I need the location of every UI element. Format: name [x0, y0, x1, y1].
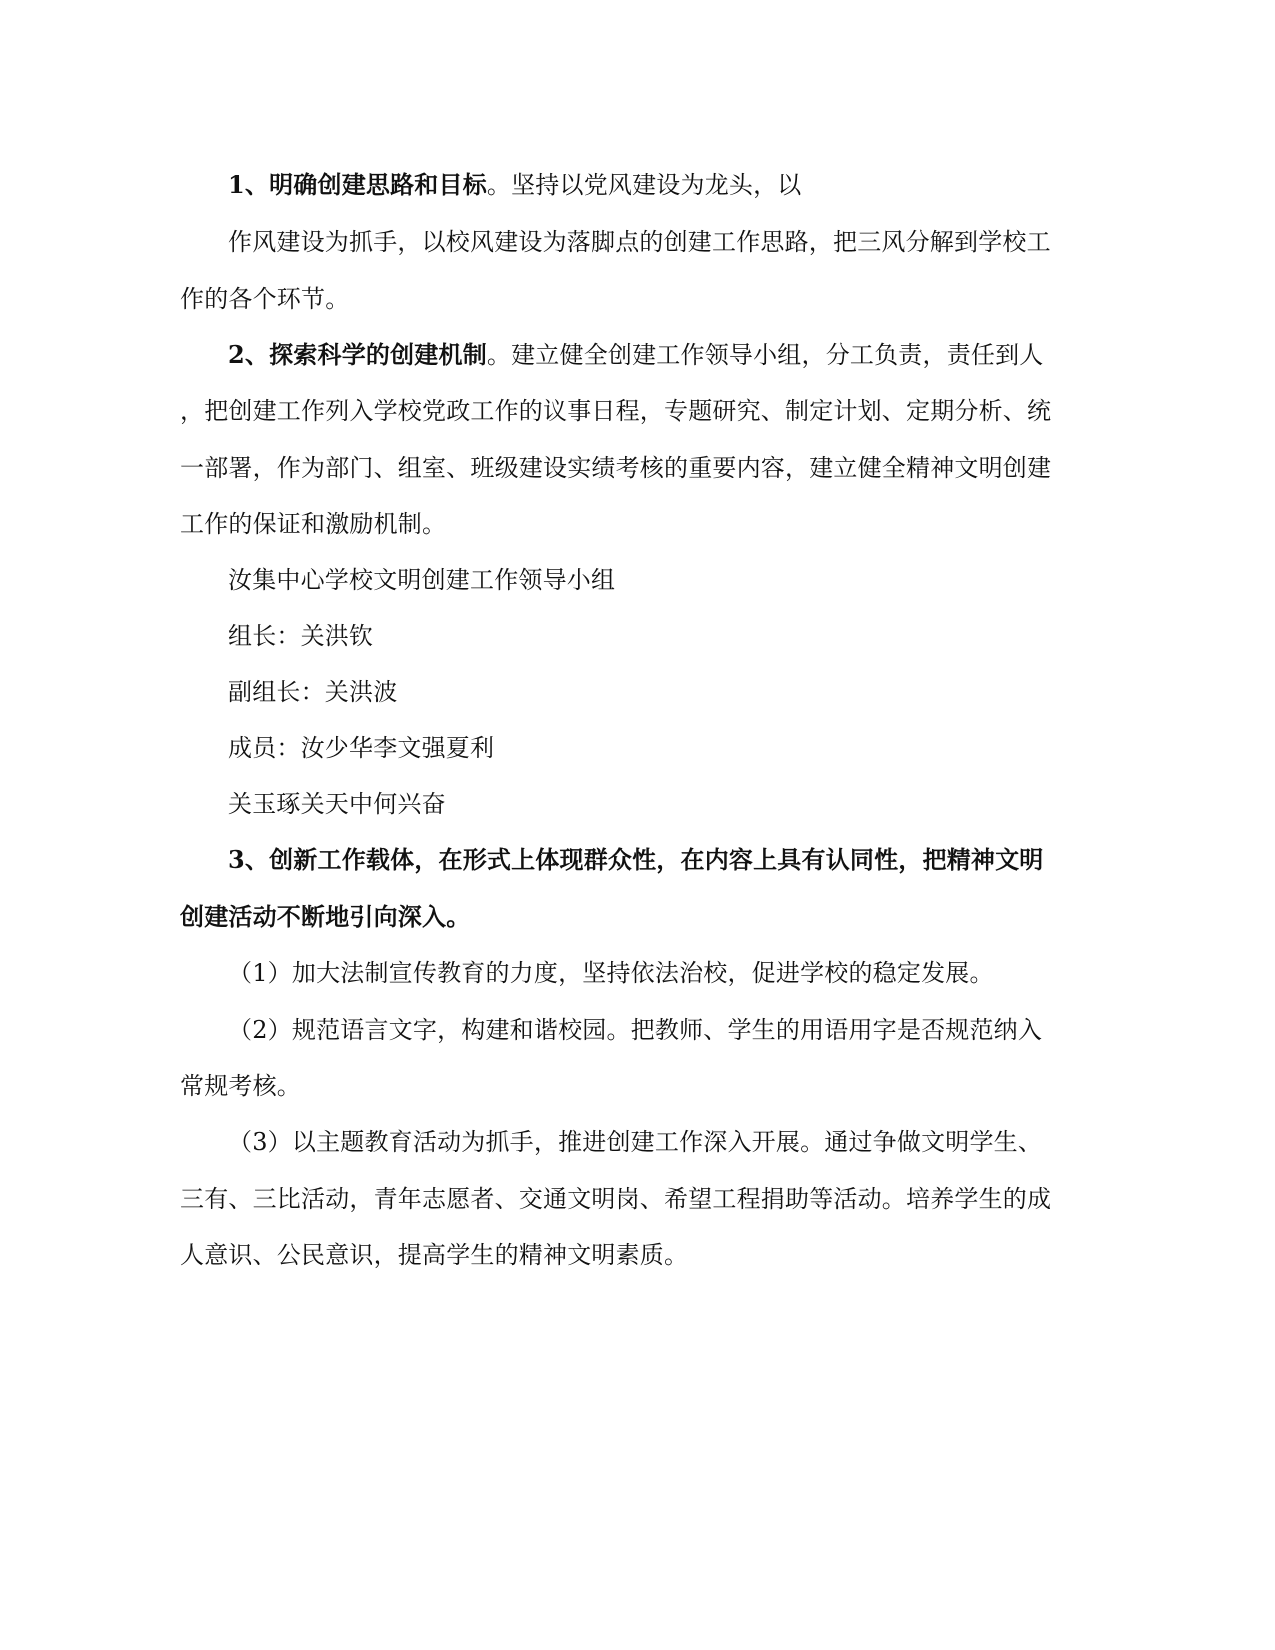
section3-heading-line2: 创建活动不断地引向深入。 [180, 902, 471, 931]
section1-line3: 作的各个环节。 [180, 285, 350, 313]
section2-heading: 2、探索科学的创建机制 [228, 340, 487, 369]
section1-heading: 1、明确创建思路和目标 [228, 170, 487, 199]
section1-text-start: 。坚持以党风建设为龙头，以 [486, 171, 802, 199]
group-title: 汝集中心学校文明创建工作领导小组 [228, 566, 616, 594]
section2-line4: 工作的保证和激励机制。 [180, 510, 447, 538]
group-members-line1: 成员：汝少华李文强夏利 [228, 734, 495, 762]
section3-item1: （1）加大法制宣传教育的力度，坚持依法治校，促进学校的稳定发展。 [228, 959, 994, 987]
group-leader: 组长：关洪钦 [228, 622, 374, 650]
section1-first-line [228, 170, 802, 200]
section3-heading-line1: 3、创新工作载体，在形式上体现群众性，在内容上具有认同性，把精神文明 [228, 845, 1044, 874]
section3-item2-line2: 常规考核。 [180, 1072, 301, 1100]
group-deputy: 副组长：关洪波 [228, 678, 398, 706]
group-members-line2: 关玉琢关天中何兴奋 [228, 790, 446, 818]
section3-item3-line3: 人意识、公民意识，提高学生的精神文明素质。 [180, 1241, 689, 1269]
section2-first-line [228, 340, 1044, 370]
section1-line2: 作风建设为抓手，以校风建设为落脚点的创建工作思路，把三风分解到学校工 [228, 228, 1051, 256]
section3-item3-line1: （3）以主题教育活动为抓手，推进创建工作深入开展。通过争做文明学生、 [228, 1128, 1043, 1156]
section2-line2: ，把创建工作列入学校党政工作的议事日程，专题研究、制定计划、定期分析、统 [180, 397, 1052, 425]
section2-line3: 一部署，作为部门、组室、班级建设实绩考核的重要内容，建立健全精神文明创建 [180, 454, 1052, 482]
section3-item3-line2: 三有、三比活动，青年志愿者、交通文明岗、希望工程捐助等活动。培养学生的成 [180, 1185, 1052, 1213]
section2-text-start: 。建立健全创建工作领导小组，分工负责，责任到人 [486, 341, 1044, 369]
section3-item2-line1: （2）规范语言文字，构建和谐校园。把教师、学生的用语用字是否规范纳入 [228, 1016, 1043, 1044]
